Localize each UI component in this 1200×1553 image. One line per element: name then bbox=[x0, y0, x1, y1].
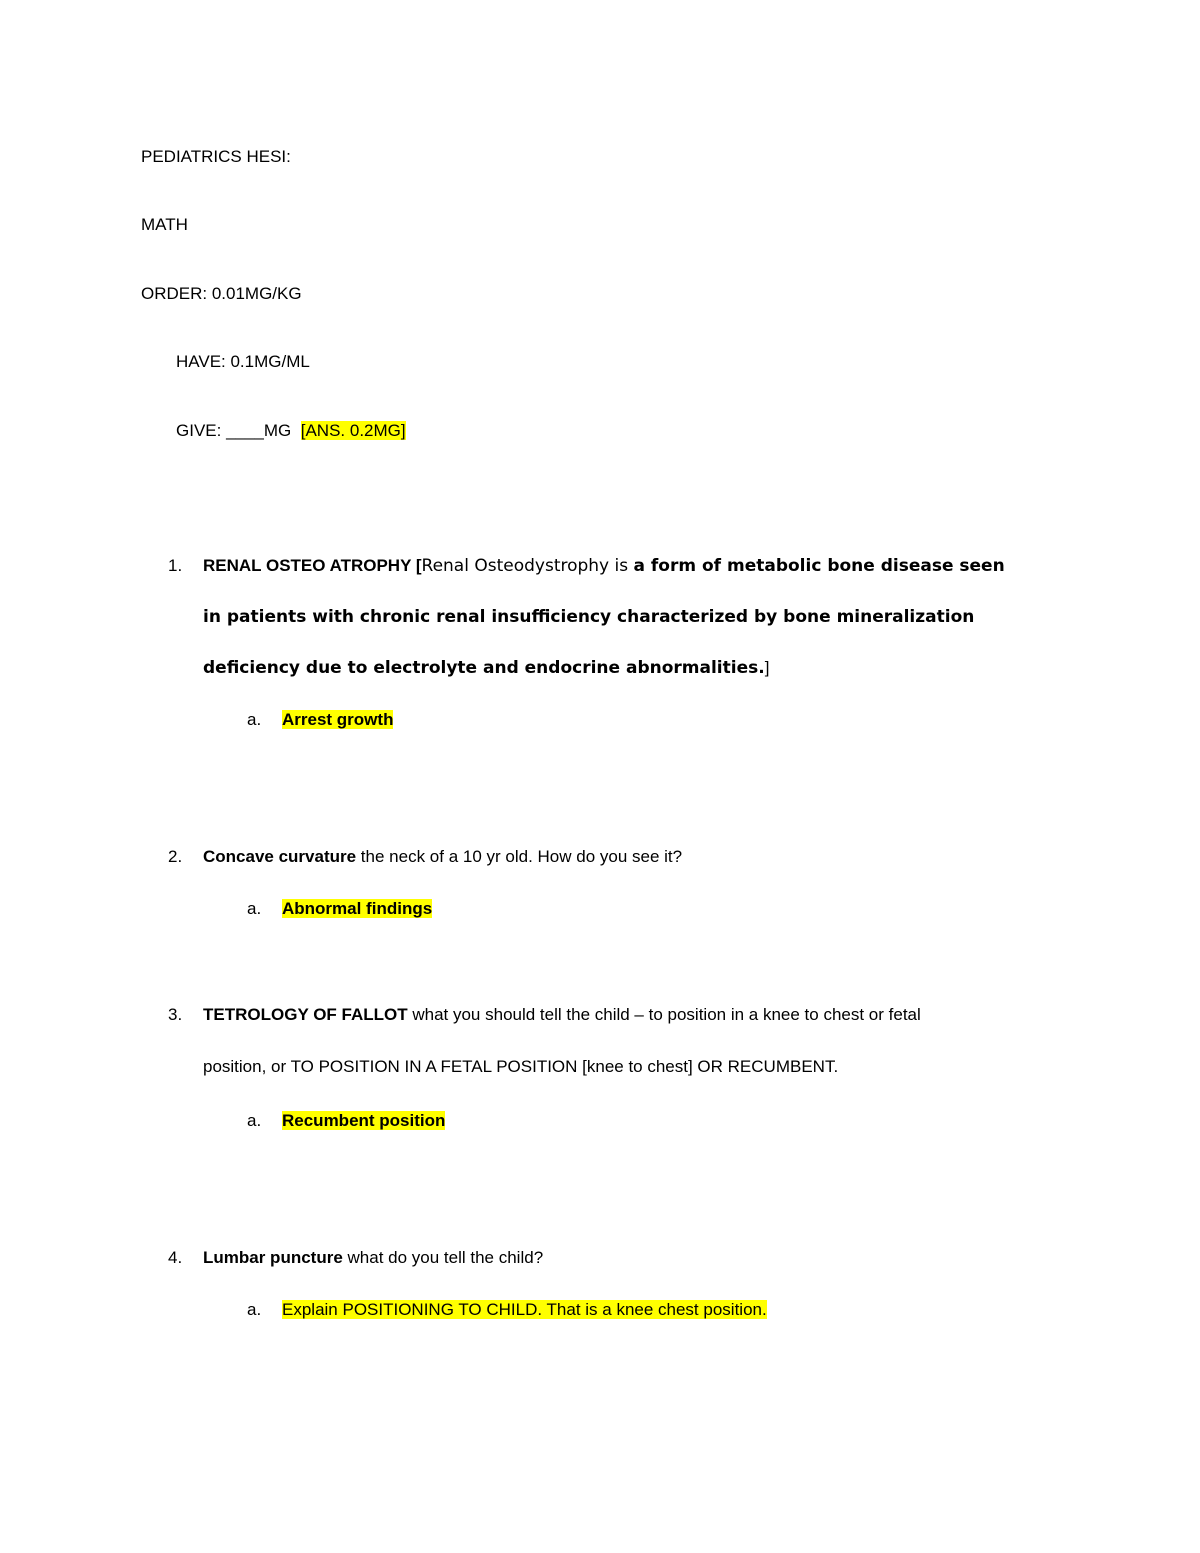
item-number: 1. bbox=[168, 556, 183, 575]
have-line: HAVE: 0.1MG/ML bbox=[176, 352, 310, 371]
answer-letter: a. bbox=[247, 1111, 262, 1130]
definition-is: is bbox=[609, 556, 634, 576]
definition-line-2: in patients with chronic renal insufficiency characterized by bone mineralization bbox=[203, 607, 975, 627]
item-number: 2. bbox=[168, 847, 183, 866]
item-2-line bbox=[203, 846, 682, 868]
item-term: RENAL OSTEO ATROPHY bbox=[203, 556, 416, 575]
item-1-line-1 bbox=[203, 555, 1005, 577]
item-4-line bbox=[203, 1247, 543, 1269]
definition-line-3 bbox=[203, 657, 769, 679]
item-term: TETROLOGY OF FALLOT bbox=[203, 1005, 408, 1024]
answer-text bbox=[282, 898, 432, 920]
open-bracket: [ bbox=[415, 556, 422, 575]
item-text: the neck of a 10 yr old. How do you see it? bbox=[356, 847, 683, 866]
give-prefix: GIVE: ____MG bbox=[176, 421, 301, 440]
item-3-line-1 bbox=[203, 1004, 921, 1026]
close-bracket: ] bbox=[764, 658, 770, 677]
definition-text: a form of metabolic bone disease seen bbox=[633, 556, 1005, 576]
item-term: Concave curvature bbox=[203, 847, 357, 866]
item-number: 4. bbox=[168, 1248, 183, 1267]
answer-text bbox=[282, 1299, 767, 1321]
order-line: ORDER: 0.01MG/KG bbox=[141, 284, 302, 303]
definition-lead: Renal Osteodystrophy bbox=[421, 556, 610, 576]
answer-highlight: Arrest growth bbox=[282, 710, 394, 729]
answer-text bbox=[282, 1110, 445, 1132]
give-answer: [ANS. 0.2MG] bbox=[300, 421, 406, 440]
answer-letter: a. bbox=[247, 899, 262, 918]
item-term: Lumbar puncture bbox=[203, 1248, 343, 1267]
document-title: PEDIATRICS HESI: bbox=[141, 147, 291, 166]
definition-text: deficiency due to electrolyte and endocrine abnormalities. bbox=[203, 658, 765, 678]
item-text: what do you tell the child? bbox=[342, 1248, 544, 1267]
answer-highlight: Abnormal findings bbox=[282, 899, 433, 918]
item-text: what you should tell the child – to position in a knee to chest or fetal bbox=[407, 1005, 921, 1024]
answer-highlight: Explain POSITIONING TO CHILD. That is a knee chest position. bbox=[282, 1300, 767, 1319]
give-line bbox=[176, 420, 406, 442]
answer-letter: a. bbox=[247, 710, 262, 729]
answer-text bbox=[282, 709, 393, 731]
item-3-line-2: position, or TO POSITION IN A FETAL POSITION [knee to chest] OR RECUMBENT. bbox=[203, 1057, 839, 1076]
answer-letter: a. bbox=[247, 1300, 262, 1319]
section-heading: MATH bbox=[141, 215, 188, 234]
item-number: 3. bbox=[168, 1005, 183, 1024]
answer-highlight: Recumbent position bbox=[282, 1111, 446, 1130]
